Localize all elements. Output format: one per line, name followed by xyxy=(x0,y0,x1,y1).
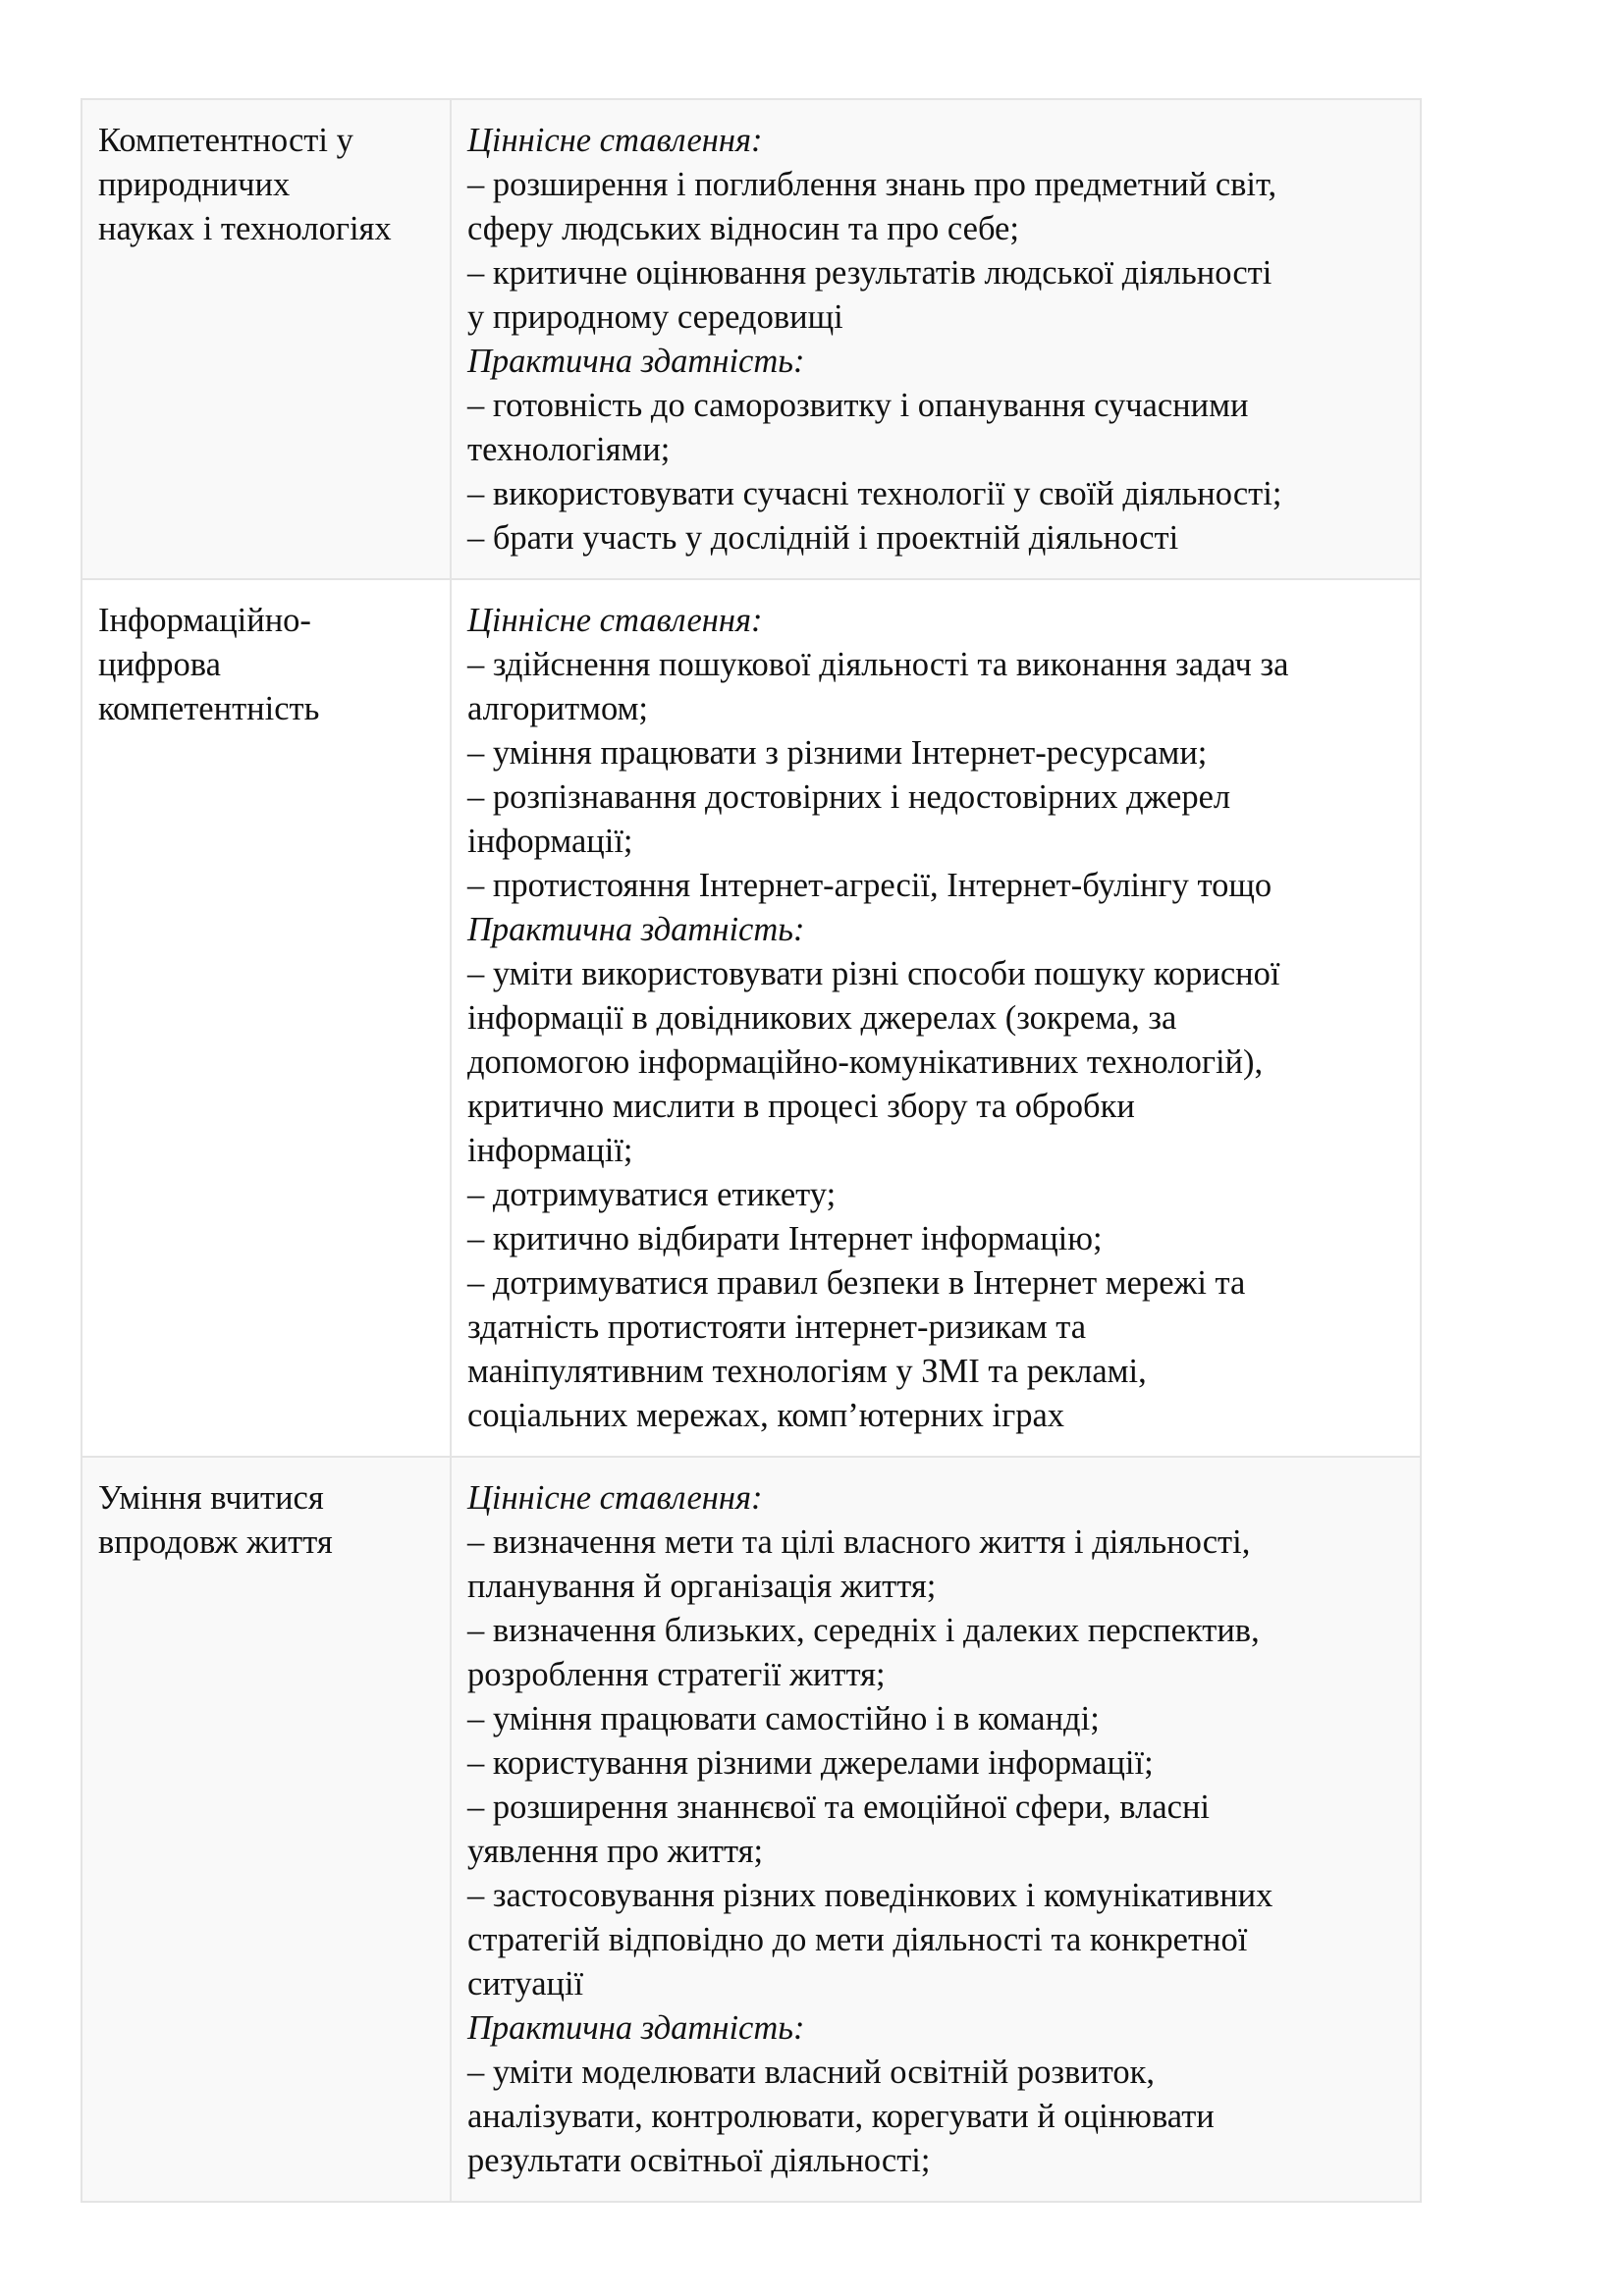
description-line: – розпізнавання достовірних і недостовірних джерел xyxy=(467,778,1231,816)
description-line: – критично відбирати Інтернет інформацію; xyxy=(467,1220,1103,1257)
description-line: – протистояння Інтернет-агресії, Інтернет-булінгу тощо xyxy=(467,867,1272,904)
description-line: інформації; xyxy=(467,823,633,860)
description-line: – визначення мети та цілі власного життя і діяльності, xyxy=(467,1523,1251,1561)
description-line: – розширення знаннєвої та емоційної сфери, власні xyxy=(467,1789,1211,1826)
description-line: – уміти моделювати власний освітній розвиток, xyxy=(467,2054,1155,2091)
description-line: – використовувати сучасні технології у своїй діяльності; xyxy=(467,475,1282,512)
value-attitude-heading: Ціннісне ставлення: xyxy=(467,602,763,639)
competency-name-line: цифрова xyxy=(98,646,221,683)
practical-ability-heading: Практична здатність: xyxy=(467,2009,805,2047)
description-line: маніпулятивним технологіям у ЗМІ та рекламі, xyxy=(467,1353,1147,1390)
description-line: сферу людських відносин та про себе; xyxy=(467,210,1019,247)
competency-description-cell xyxy=(451,579,1421,1457)
description-line: технологіями; xyxy=(467,431,671,468)
description-line: аналізувати, контролювати, корегувати й оцінювати xyxy=(467,2098,1215,2135)
value-attitude-heading: Ціннісне ставлення: xyxy=(467,1479,763,1517)
description-line: – брати участь у дослідній і проектній діяльності xyxy=(467,519,1179,557)
competency-description-cell xyxy=(451,1457,1421,2202)
table-row xyxy=(81,1457,1421,2202)
description-line: – визначення близьких, середніх і далеких перспектив, xyxy=(467,1612,1260,1649)
competency-name-line: науках і технологіях xyxy=(98,210,392,247)
description-line: соціальних мережах, комп’ютерних іграх xyxy=(467,1397,1065,1434)
competencies-table xyxy=(81,98,1422,2203)
table-row xyxy=(81,579,1421,1457)
description-line: планування й організація життя; xyxy=(467,1568,937,1605)
description-line: – уміння працювати з різними Інтернет-ресурсами; xyxy=(467,734,1208,772)
description-line: критично мислити в процесі збору та обробки xyxy=(467,1088,1135,1125)
description-line: – дотримуватися правил безпеки в Інтернет мережі та xyxy=(467,1264,1246,1302)
table-row xyxy=(81,99,1421,579)
description-line: – уміння працювати самостійно і в команді; xyxy=(467,1700,1100,1737)
description-line: алгоритмом; xyxy=(467,690,649,727)
practical-ability-heading: Практична здатність: xyxy=(467,343,805,380)
competency-name-line: компетентність xyxy=(98,690,320,727)
competency-name-line: природничих xyxy=(98,166,291,203)
description-line: – уміти використовувати різні способи пошуку корисної xyxy=(467,955,1280,992)
competency-description-cell xyxy=(451,99,1421,579)
description-line: ситуації xyxy=(467,1965,584,2002)
description-line: – готовність до саморозвитку і опанування сучасними xyxy=(467,387,1249,424)
description-line: – розширення і поглиблення знань про предметний світ, xyxy=(467,166,1277,203)
description-line: у природному середовищі xyxy=(467,298,843,336)
competency-name-line: впродовж життя xyxy=(98,1523,333,1561)
practical-ability-heading: Практична здатність: xyxy=(467,911,805,948)
description-line: інформації в довідникових джерелах (зокрема, за xyxy=(467,999,1177,1037)
competency-name-line: Інформаційно- xyxy=(98,602,311,639)
competency-name-line: Уміння вчитися xyxy=(98,1479,324,1517)
description-line: – застосовування різних поведінкових і комунікативних xyxy=(467,1877,1273,1914)
competency-name-cell xyxy=(81,579,451,1457)
description-line: уявлення про життя; xyxy=(467,1833,764,1870)
description-line: – користування різними джерелами інформації; xyxy=(467,1744,1154,1782)
description-line: інформації; xyxy=(467,1132,633,1169)
description-line: результати освітньої діяльності; xyxy=(467,2142,931,2179)
description-line: – критичне оцінювання результатів людської діяльності xyxy=(467,254,1272,292)
description-line: допомогою інформаційно-комунікативних технологій), xyxy=(467,1043,1264,1081)
description-line: – дотримуватися етикету; xyxy=(467,1176,837,1213)
description-line: – здійснення пошукової діяльності та виконання задач за xyxy=(467,646,1289,683)
value-attitude-heading: Ціннісне ставлення: xyxy=(467,122,763,159)
competency-name-cell xyxy=(81,1457,451,2202)
description-line: стратегій відповідно до мети діяльності та конкретної xyxy=(467,1921,1248,1958)
competency-name-line: Компетентності у xyxy=(98,122,353,159)
competency-name-cell xyxy=(81,99,451,579)
description-line: здатність протистояти інтернет-ризикам та xyxy=(467,1308,1087,1346)
description-line: розроблення стратегії життя; xyxy=(467,1656,886,1693)
